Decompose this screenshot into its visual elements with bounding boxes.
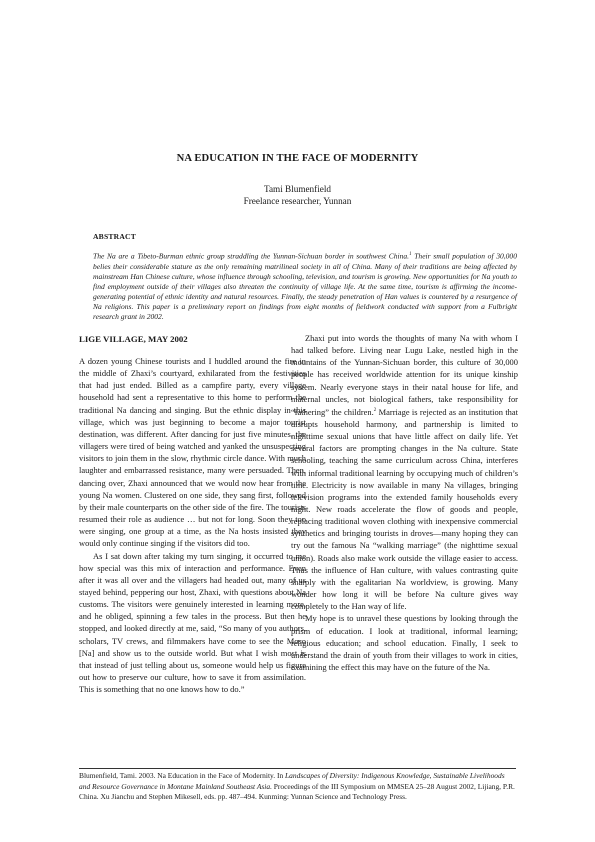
citation-book-title: Landscapes of Diversity: Indigenous Knowledge, Sustainable Livelihoods and Resource Governance in Montane Mainland Southeast Asia.	[79, 771, 505, 791]
body-paragraph-1: A dozen young Chinese tourists and I huddled around the fire in the middle of Zhaxi’s courtyard, exhilarated from the festivities that had just ended. Billed as a campfire party, every village household had sent a representative to this home to perform the traditional Na dancing and singing. But the ethnic display in this village, which was just beginning to become a major tourist destination, was different. After dancing for just five minutes, the villagers were tired of being watched and yanked the unsuspecting visitors to join them in the slow, rhythmic circle dance. With much laughter and embarrassed resistance, many were persuaded. Then, dancing over, Zhaxi announced that we would now hear from the young Na women. Clustered on one side, they sang first, followed by their male counterparts on the other side of the fire. The tourists resumed their role as audience … but not for long. Soon they too were singing, one group at a time, as the Na hosts insisted they would only continue singing if the visitors did too.	[79, 356, 306, 549]
paper-title: NA EDUCATION IN THE FACE OF MODERNITY	[176, 153, 419, 164]
section-heading: LIGE VILLAGE, MAY 2002	[79, 334, 188, 344]
body-paragraph-3	[291, 332, 518, 612]
citation-tail: Proceedings of the III Symposium on MMSEA 25–28 August 2002, Lijiang, P.R. China. Xu Jianchu and Stephen Mikesell, eds. pp. 487–494. Kunming: Yunnan Science and Technology Press.	[79, 781, 515, 801]
author-affiliation: Freelance researcher, Yunnan	[243, 196, 352, 207]
citation-lead: Blumenfield, Tami. 2003. Na Education in the Face of Modernity. In	[79, 771, 286, 780]
left-column	[79, 333, 306, 695]
footnote-marker-1: 1	[409, 252, 412, 257]
author-block	[0, 183, 595, 208]
footnote-marker-2: 2	[373, 407, 377, 413]
abstract-text-part2: Their small population of 30,000 belies their considerable stature as the only remaining matrilineal society in all of China. Many of their traditions are being affected by mainstream Han Chinese culture, whose influence through schooling, television, and tourism is growing. New opportunities for Na youth to find employment outside of their villages also threaten the continuity of village life. At the same time, tourism is affirming the income-generating potential of ethnic identity and natural resources. Finally, the steady penetration of Han values is countered by a resurgence of Na religions. This paper is a preliminary report on findings from eight months of fieldwork conducted with support from a Fulbright research grant in 2002.	[93, 251, 517, 322]
right-column	[291, 332, 518, 673]
body-paragraph-4: My hope is to unravel these questions by looking through the prism of education. I look at traditional, informal learning; religious education; and school education. Finally, I seek to understand the drain of youth from their villages to work in cities, examining the effect this may have on the future of the Na.	[291, 613, 518, 673]
citation-footnote	[79, 771, 516, 803]
body-paragraph-3-part2: Marriage is rejected as an institution that disrupts household harmony, and partnership is limited to nighttime sexual unions that have little affect on daily life. Yet several factors are prompting changes in the Na culture. State schooling, teaching the same curriculum across China, interferes with informal traditional learning by occupying much of children’s time. Electricity is now available in many Na villages, bringing television programs into the extended family households every night. New roads accelerate the flow of goods and people, replacing traditional woven clothing with inexpensive commercial synthetics and bringing tourists in droves—many hoping they can try out the famous Na “walking marriage” (the nighttime sexual union). Roads also make work outside the village easier to access. Thus the influence of Han culture, with values contrasting quite sharply with the egalitarian Na worldview, is growing. Many wonder how long it will be before Na culture gives way completely to the Han way of life.	[291, 406, 518, 612]
body-paragraph-2: As I sat down after taking my turn singing, it occurred to me how special was this mix of interaction and performance. Even after it was all over and the villagers had headed out, many of us stayed behind, peppering our host, Zhaxi, with questions about Na customs. The visitors were genuinely interested in learning more, and he obliged, spinning a few tales in the process. But then he stopped, and looked directly at me, said, “So many of you authors, scholars, TV crews, and filmmakers have come to see the Moso [Na] and show us to the outside world. But what I wish most is that instead of just telling about us, someone would help us figure out how to preserve our culture, how to save it from assimilation. This is something that no one knows how to do.”	[79, 550, 306, 695]
abstract-text-part1: The Na are a Tibeto-Burman ethnic group straddling the Yunnan-Sichuan border in southwest China.	[93, 251, 410, 261]
body-paragraph-3-part1: Zhaxi put into words the thoughts of many Na with whom I had talked before. Living near Lugu Lake, nestled high in the mountains of the Yunnan-Sichuan border, this culture of 30,000 people has received worldwide attention for its unique kinship system. Nearly everyone stays in their natal house for life, and maternal uncles, not biological fathers, take responsibility for “fathering” the children.	[291, 333, 518, 417]
abstract-text	[93, 250, 517, 323]
footnote-divider	[79, 768, 516, 769]
author-name: Tami Blumenfield	[264, 184, 331, 194]
abstract-label: ABSTRACT	[93, 232, 136, 241]
